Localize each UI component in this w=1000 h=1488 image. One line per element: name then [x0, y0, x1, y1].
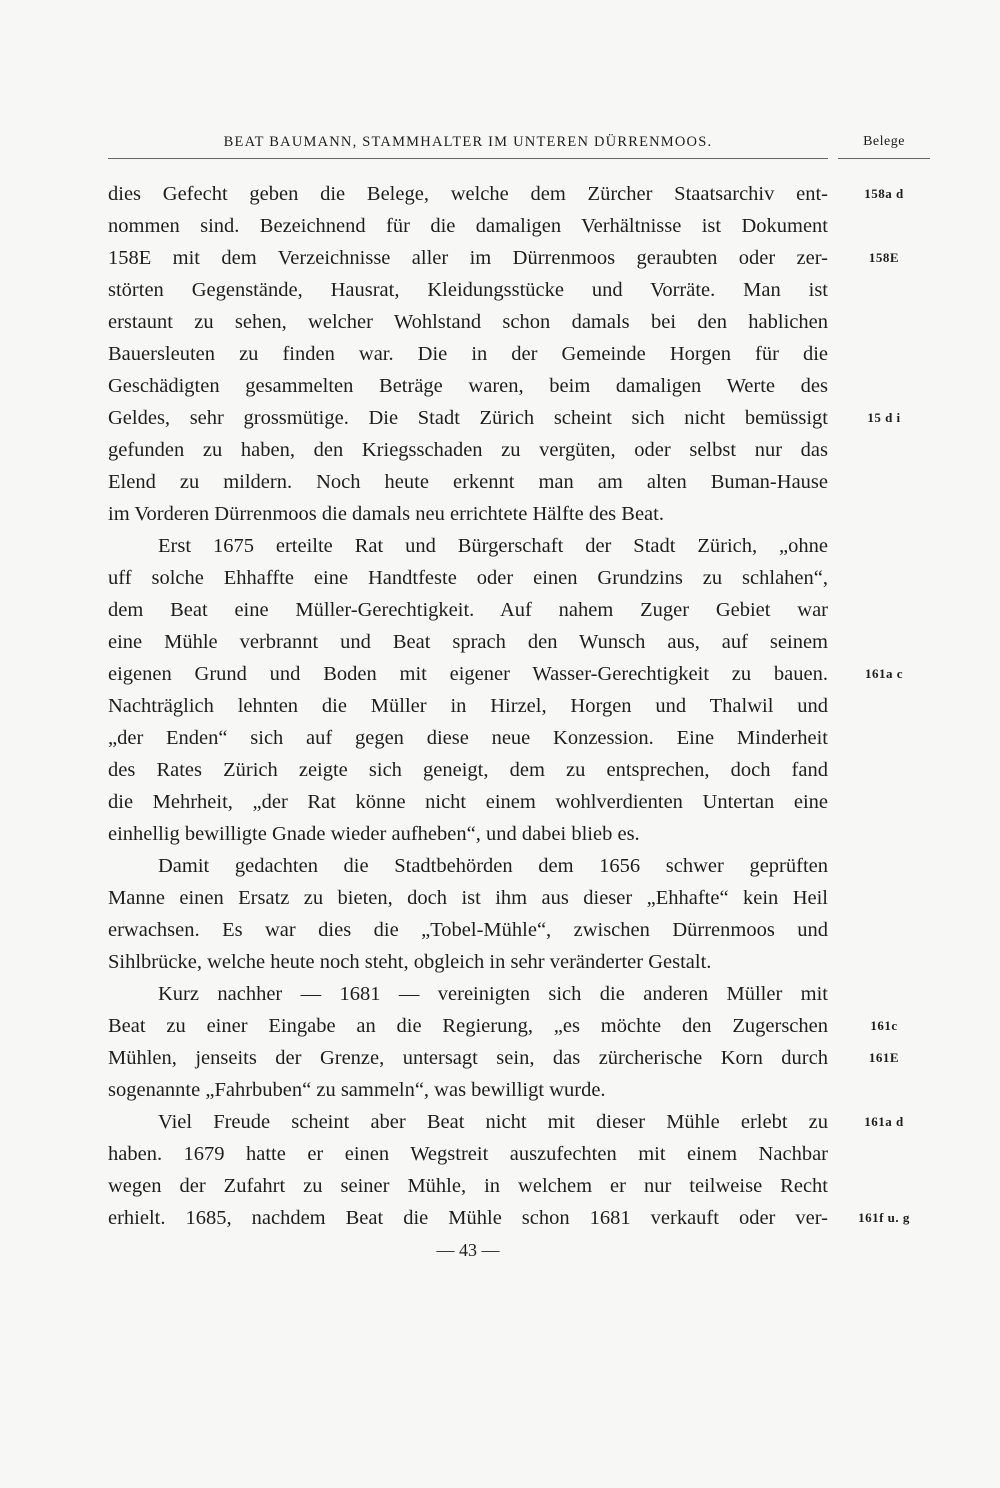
- text-line: die Mehrheit, „der Rat könne nicht einem wohlverdienten Untertan eine: [108, 791, 828, 813]
- text-line: Bauersleuten zu finden war. Die in der Gemeinde Horgen für die: [108, 343, 828, 365]
- text-line: Beat zu einer Eingabe an die Regierung, „es möchte den Zugerschen: [108, 1015, 828, 1037]
- text-line: Viel Freude scheint aber Beat nicht mit dieser Mühle erlebt zu: [158, 1111, 828, 1133]
- margin-reference: 158E: [868, 250, 900, 265]
- running-title: BEAT BAUMANN, STAMMHALTER IM UNTEREN DÜRRENMOOS.: [223, 134, 713, 150]
- text-line: einhellig bewilligte Gnade wieder aufheben“, und dabei blieb es.: [108, 823, 640, 845]
- text-line: „der Enden“ sich auf gegen diese neue Konzession. Eine Minderheit: [108, 727, 828, 749]
- text-line: haben. 1679 hatte er einen Wegstreit auszufechten mit einem Nachbar: [108, 1143, 828, 1165]
- margin-reference: 161f u. g: [858, 1210, 910, 1225]
- text-line: Erst 1675 erteilte Rat und Bürgerschaft der Stadt Zürich, „ohne: [158, 535, 828, 557]
- text-line: Manne einen Ersatz zu bieten, doch ist ihm aus dieser „Ehhafte“ kein Heil: [108, 887, 828, 909]
- text-line: wegen der Zufahrt zu seiner Mühle, in welchem er nur teilweise Recht: [108, 1175, 828, 1197]
- text-line: erstaunt zu sehen, welcher Wohlstand schon damals bei den hablichen: [108, 311, 828, 333]
- text-line: Nachträglich lehnten die Müller in Hirzel, Horgen und Thalwil und: [108, 695, 828, 717]
- margin-reference: 161a c: [864, 666, 904, 681]
- text-line: erhielt. 1685, nachdem Beat die Mühle schon 1681 verkauft oder ver-: [108, 1207, 828, 1229]
- margin-reference: 161c: [870, 1018, 898, 1033]
- text-line: gefunden zu haben, den Kriegsschaden zu vergüten, oder selbst nur das: [108, 439, 828, 461]
- text-line: dem Beat eine Müller-Gerechtigkeit. Auf nahem Zuger Gebiet war: [108, 599, 828, 621]
- text-line: Geschädigten gesammelten Beträge waren, beim damaligen Werte des: [108, 375, 828, 397]
- text-line: 158E mit dem Verzeichnisse aller im Dürrenmoos geraubten oder zer-: [108, 247, 828, 269]
- margin-reference: 161a d: [864, 1114, 904, 1129]
- text-line: Kurz nachher — 1681 — vereinigten sich die anderen Müller mit: [158, 983, 828, 1005]
- text-line: uff solche Ehhaffte eine Handtfeste oder einen Grundzins zu schlahen“,: [108, 567, 828, 589]
- margin-reference: 15 d i: [867, 410, 901, 425]
- text-line: erwachsen. Es war dies die „Tobel-Mühle“, zwischen Dürrenmoos und: [108, 919, 828, 941]
- page-number: — 43 —: [436, 1240, 500, 1260]
- text-line: des Rates Zürich zeigte sich geneigt, dem zu entsprechen, doch fand: [108, 759, 828, 781]
- text-line: sogenannte „Fahrbuben“ zu sammeln“, was bewilligt wurde.: [108, 1079, 606, 1101]
- text-line: Mühlen, jenseits der Grenze, untersagt sein, das zürcherische Korn durch: [108, 1047, 828, 1069]
- text-line: Sihlbrücke, welche heute noch steht, obgleich in sehr veränderter Gestalt.: [108, 951, 712, 973]
- text-line: dies Gefecht geben die Belege, welche dem Zürcher Staatsarchiv ent-: [108, 183, 828, 205]
- text-line: Geldes, sehr grossmütige. Die Stadt Zürich scheint sich nicht bemüssigt: [108, 407, 828, 429]
- text-line: im Vorderen Dürrenmoos die damals neu errichtete Hälfte des Beat.: [108, 503, 664, 525]
- header-rule: [108, 158, 828, 159]
- text-line: eigenen Grund und Boden mit eigener Wasser-Gerechtigkeit zu bauen.: [108, 663, 828, 685]
- text-line: störten Gegenstände, Hausrat, Kleidungsstücke und Vorräte. Man ist: [108, 279, 828, 301]
- margin-header-rule: [838, 158, 930, 159]
- text-line: eine Mühle verbrannt und Beat sprach den Wunsch aus, auf seinem: [108, 631, 828, 653]
- text-line: Damit gedachten die Stadtbehörden dem 1656 schwer geprüften: [158, 855, 828, 877]
- text-line: Elend zu mildern. Noch heute erkennt man am alten Buman-Hause: [108, 471, 828, 493]
- margin-reference: 161E: [868, 1050, 900, 1065]
- text-line: nommen sind. Bezeichnend für die damaligen Verhältnisse ist Dokument: [108, 215, 828, 237]
- margin-heading: Belege: [863, 134, 905, 149]
- margin-reference: 158a d: [864, 186, 904, 201]
